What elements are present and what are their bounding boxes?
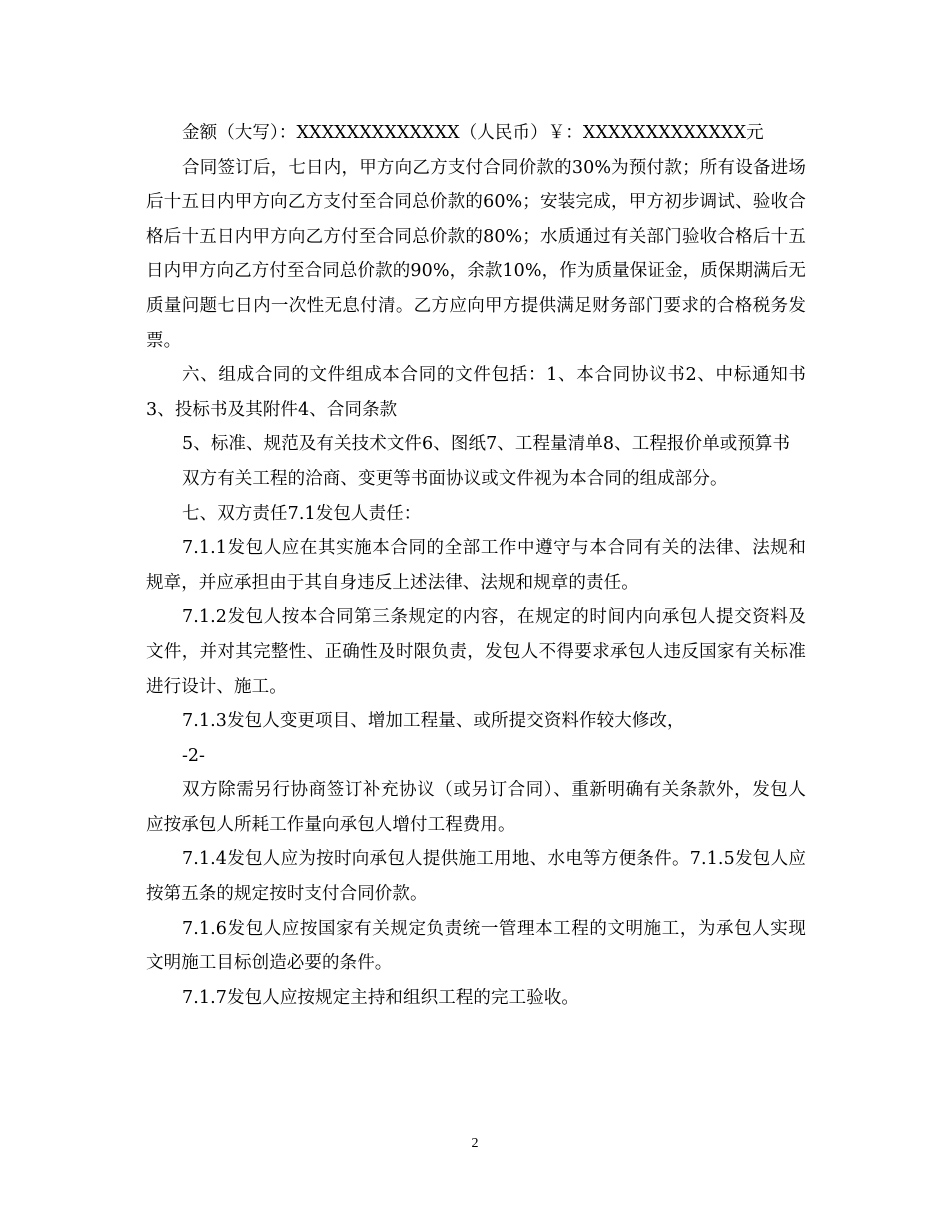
paragraph-agreements: 双方有关工程的洽商、变更等书面协议或文件视为本合同的组成部分。 [182, 468, 728, 489]
paragraph-clause-7-1-2: 7.1.2发包人按本合同第三条规定的内容，在规定的时间内向承包人提交资料及文件，并对其完整性、正确性及时限负责，发包人不得要求承包人违反国家有关标准进行设计、施工。 [146, 607, 806, 697]
paragraph-section-six: 六、组成合同的文件组成本合同的文件包括：1、本合同协议书2、中标通知书3、投标书及其附件4、合同条款 [146, 365, 806, 420]
paragraph-clause-7-1-6: 7.1.6发包人应按国家有关规定负责统一管理本工程的文明施工，为承包人实现文明施工目标创造必要的条件。 [146, 918, 806, 974]
paragraph-payment-terms: 合同签订后，七日内，甲方向乙方支付合同价款的30%为预付款；所有设备进场后十五日内甲方向乙方支付至合同总价款的60%；安装完成，甲方初步调试、验收合格后十五日内甲方向乙方付至合同总价款的80%；水质通过有关部门验收合格后十五日内甲方向乙方付至合同总价款的90%，余款10%，作为质量保证金，质保期满后无质量问题七日内一次性无息付清。乙方应向甲方提供满足财务部门要求的合格税务发票。 [146, 157, 806, 351]
paragraph-clause-7-1-4: 7.1.4发包人应为按时向承包人提供施工用地、水电等方便条件。7.1.5发包人应按第五条的规定按时支付合同价款。 [146, 849, 806, 905]
document-body [146, 116, 806, 1015]
page-number: 2 [471, 1136, 479, 1151]
paragraph-contract-documents: 5、标准、规范及有关技术文件6、图纸7、工程量清单8、工程报价单或预算书 [182, 434, 791, 455]
inline-page-marker: -2- [182, 745, 205, 766]
paragraph-clause-7-1-7: 7.1.7发包人应按规定主持和组织工程的完工验收。 [182, 987, 580, 1008]
paragraph-clause-7-1-3: 7.1.3发包人变更项目、增加工程量、或所提交资料作较大修改， [182, 711, 685, 732]
paragraph-amount: 金额（大写）：XXXXXXXXXXXXX（人民币）￥：XXXXXXXXXXXXX元 [182, 123, 764, 143]
paragraph-section-seven: 七、双方责任7.1发包人责任： [182, 503, 422, 524]
paragraph-additional-costs: 双方除需另行协商签订补充协议（或另订合同）、重新明确有关条款外，发包人应按承包人所耗工作量向承包人增付工程费用。 [146, 780, 806, 835]
paragraph-clause-7-1-1: 7.1.1发包人应在其实施本合同的全部工作中遵守与本合同有关的法律、法规和规章，并应承担由于其自身违反上述法律、法规和规章的责任。 [146, 538, 806, 593]
